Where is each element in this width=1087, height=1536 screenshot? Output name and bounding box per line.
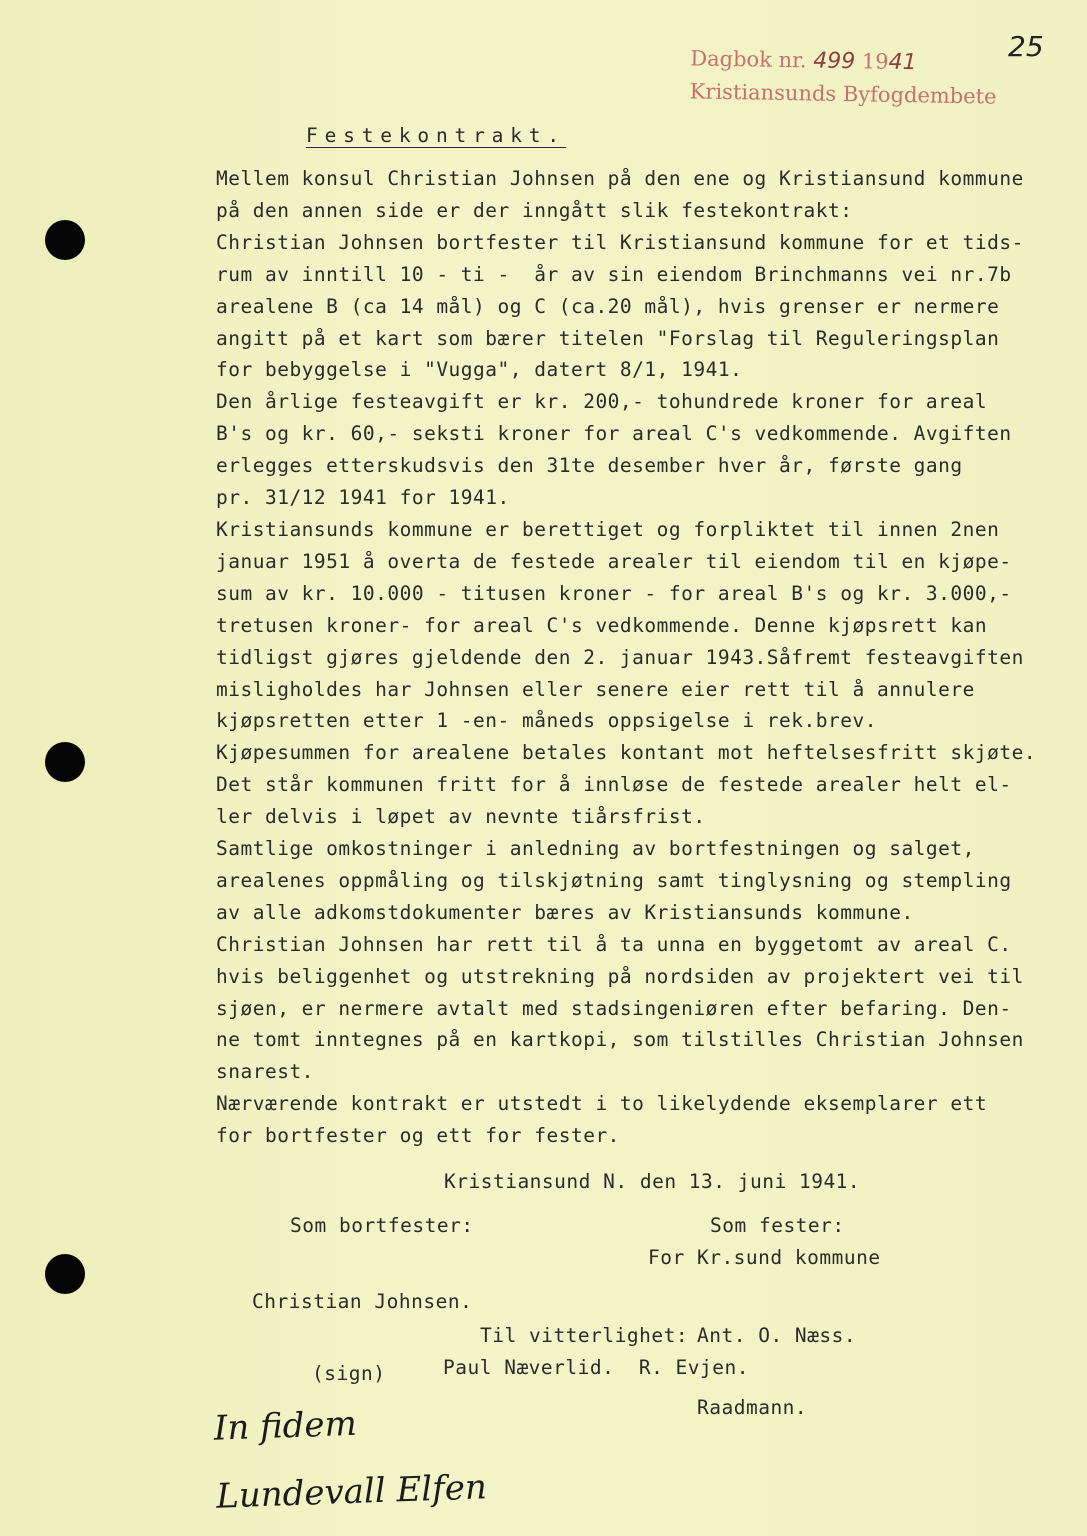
contract-body: [216, 163, 1066, 1152]
punch-hole: [45, 220, 85, 260]
body-line: B's og kr. 60,- seksti kroner for areal C's vedkommende. Avgiften: [216, 422, 1012, 446]
lessee-name: Ant. O. Næss.: [697, 1324, 857, 1347]
stamp-label: Dagbok nr.: [690, 46, 807, 73]
body-line: erlegges etterskudsvis den 31te desember hver år, første gang: [216, 454, 963, 478]
body-line: av alle adkomstdokumenter bæres av Kristiansunds kommune.: [216, 900, 914, 924]
body-line: ler delvis i løpet av nevnte tiårsfrist.: [216, 805, 706, 829]
body-line: tidligst gjøres gjeldende den 2. januar 1943.Såfremt festeavgiften: [216, 645, 1024, 669]
lessee-title: Raadmann.: [697, 1396, 808, 1419]
body-line: pr. 31/12 1941 for 1941.: [216, 486, 510, 510]
stamp-year-suffix: 41: [888, 49, 917, 76]
body-line: arealenes oppmåling og tilskjøtning samt tinglysning og stempling: [216, 868, 1012, 892]
witness-names: Paul Næverlid. R. Evjen.: [443, 1356, 749, 1379]
registry-stamp: [689, 42, 997, 113]
document-title: Festekontrakt.: [306, 124, 566, 147]
body-line: sjøen, er nermere avtalt med stadsingeniøren efter befaring. Den-: [216, 996, 1012, 1020]
body-line: Kristiansunds kommune er berettiget og forpliktet til innen 2nen: [216, 517, 1000, 541]
body-line: for bortfester og ett for fester.: [216, 1124, 620, 1148]
body-line: for bebyggelse i "Vugga", datert 8/1, 1941.: [216, 358, 743, 382]
stamp-number: 499: [812, 48, 856, 75]
witness-heading: Til vitterlighet:: [480, 1324, 689, 1347]
lessor-sign-note: (sign): [312, 1362, 386, 1385]
lessee-heading: Som fester:: [710, 1214, 845, 1237]
body-line: misligholdes har Johnsen eller senere eier rett til å annulere: [216, 677, 975, 701]
body-line: tretusen kroner- for areal C's vedkommende. Denne kjøpsrett kan: [216, 613, 988, 637]
body-line: på den annen side er der inngått slik festekontrakt:: [216, 198, 853, 222]
body-line: Christian Johnsen har rett til å ta unna en byggetomt av areal C.: [216, 932, 1012, 956]
lessor-heading: Som bortfester:: [290, 1214, 474, 1237]
stamp-office: Kristiansunds Byfogdembete: [689, 79, 997, 109]
body-line: hvis beliggenhet og utstrekning på nordsiden av projektert vei til: [216, 964, 1024, 988]
handwritten-certification: [213, 1385, 488, 1530]
body-line: sum av kr. 10.000 - titusen kroner - for areal B's og kr. 3.000,-: [216, 581, 1012, 605]
body-line: Kjøpesummen for arealene betales kontant mot heftelsesfritt skjøte.: [216, 741, 1037, 765]
body-line: Det står kommunen fritt for å innløse de festede arealer helt el-: [216, 773, 1012, 797]
body-line: Christian Johnsen bortfester til Kristiansund kommune for et tids-: [216, 230, 1024, 254]
body-line: rum av inntill 10 - ti - år av sin eiendom Brinchmanns vei nr.7b: [216, 262, 1012, 286]
stamp-year-prefix: 19: [861, 49, 889, 74]
body-line: Samtlige omkostninger i anledning av bortfestningen og salget,: [216, 837, 975, 861]
handwritten-line-2: Lundevall Elfen: [215, 1467, 488, 1517]
handwritten-line-1: In fidem: [213, 1403, 358, 1449]
body-line: Den årlige festeavgift er kr. 200,- tohundrede kroner for areal: [216, 390, 988, 414]
body-line: snarest.: [216, 1060, 314, 1084]
lessor-name: Christian Johnsen.: [252, 1290, 473, 1313]
punch-hole: [45, 742, 85, 782]
body-line: ne tomt inntegnes på en kartkopi, som tilstilles Christian Johnsen: [216, 1028, 1024, 1052]
lessee-organization: For Kr.sund kommune: [648, 1246, 881, 1269]
body-line: januar 1951 å overta de festede arealer til eiendom til en kjøpe-: [216, 549, 1012, 573]
body-line: arealene B (ca 14 mål) og C (ca.20 mål), hvis grenser er nermere: [216, 294, 1000, 318]
body-line: kjøpsretten etter 1 -en- måneds oppsigelse i rek.brev.: [216, 709, 877, 733]
body-line: angitt på et kart som bærer titelen "Forslag til Reguleringsplan: [216, 326, 1000, 350]
body-line: Mellem konsul Christian Johnsen på den ene og Kristiansund kommune: [216, 167, 1024, 190]
punch-hole: [45, 1254, 85, 1294]
place-and-date: Kristiansund N. den 13. juni 1941.: [444, 1170, 861, 1193]
body-line: Nærværende kontrakt er utstedt i to likelydende eksemplarer ett: [216, 1092, 988, 1116]
page-number: 25: [1008, 30, 1044, 63]
